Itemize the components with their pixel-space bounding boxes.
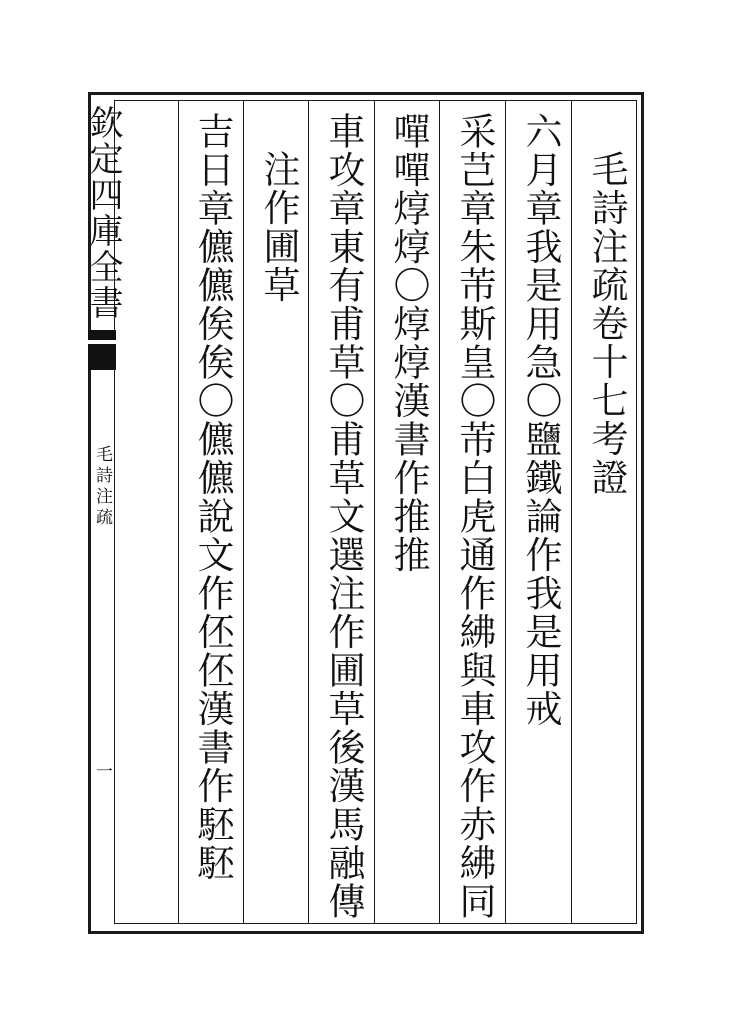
margin-page-number: 一 — [92, 762, 112, 779]
text-column-3: 嘽嘽焞焞〇焞焞漢書作推推 — [387, 112, 430, 574]
margin-book-title: 毛詩注疏 — [92, 445, 112, 529]
text-column-5: 注作圃草 — [257, 150, 300, 304]
margin-collection-title: 欽定四庫全書 — [83, 105, 123, 321]
column-divider — [308, 100, 309, 924]
text-column-1: 六月章我是用急〇鹽鐵論作我是用戒 — [519, 112, 562, 728]
text-column-4: 車攻章東有甫草〇甫草文選注作圃草後漢馬融傳 — [322, 112, 365, 921]
text-column-2: 采芑章朱芾斯皇〇芾白虎通作紼與車攻作赤紼同 — [453, 112, 496, 921]
column-divider — [243, 100, 244, 924]
column-divider — [505, 100, 506, 924]
column-divider — [374, 100, 375, 924]
column-divider — [178, 100, 179, 924]
text-column-6: 吉日章儦儦俟俟〇儦儦說文作伾伾漢書作駓駓 — [191, 112, 234, 882]
column-heading: 毛詩注疏卷十七考證 — [585, 150, 628, 497]
column-divider — [439, 100, 440, 924]
fish-tail-mark — [88, 330, 116, 370]
column-divider — [571, 100, 572, 924]
